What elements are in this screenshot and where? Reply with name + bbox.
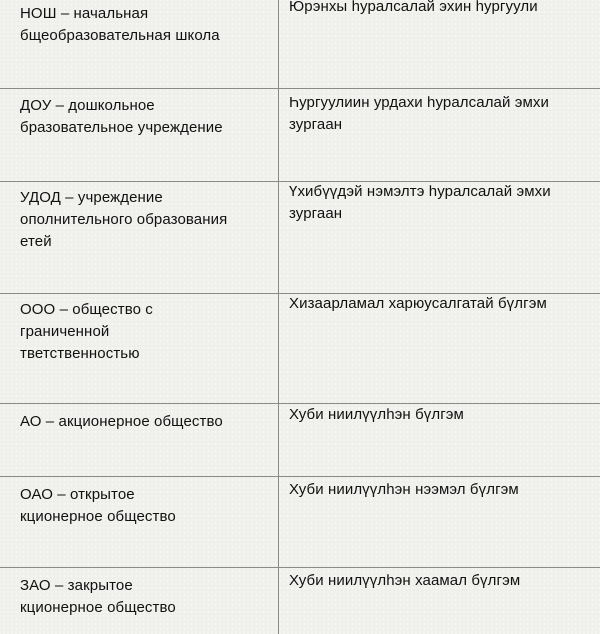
term-buryat (289, 570, 520, 592)
term-buryat-line: зургаан (289, 205, 343, 222)
term-russian (20, 484, 176, 528)
term-russian-line: АО – акционерное общество (20, 413, 223, 430)
term-russian-line: ОАО – открытое (20, 486, 135, 503)
term-buryat (289, 0, 538, 18)
term-russian-line: ДОУ – дошкольное (20, 97, 155, 114)
term-russian (20, 95, 223, 139)
term-buryat (289, 181, 551, 225)
term-buryat-line: Хуби ниилүүлһэн хаамал бүлгэм (289, 572, 521, 589)
row-separator (0, 88, 600, 89)
term-buryat-line: Хуби ниилүүлһэн нээмэл бүлгэм (289, 481, 519, 498)
term-russian-line: кционерное общество (20, 599, 176, 616)
term-russian-line: ООО – общество с (20, 301, 153, 318)
column-divider (278, 0, 279, 634)
term-russian (20, 411, 223, 433)
term-buryat-line: Үхибүүдэй нэмэлтэ һуралсалай эмхи (289, 183, 551, 200)
term-buryat-line: Хизаарламал харюусалгатай бүлгэм (289, 295, 547, 312)
term-russian-line: ЗАО – закрытое (20, 577, 133, 594)
term-russian (20, 3, 220, 47)
term-russian-line: бразовательное учреждение (20, 119, 223, 136)
term-russian-line: кционерное общество (20, 508, 176, 525)
term-buryat (289, 293, 547, 315)
row-separator (0, 567, 600, 568)
term-buryat (289, 479, 519, 501)
term-russian-line: граниченной (20, 323, 110, 340)
term-russian-line: УДОД – учреждение (20, 189, 163, 206)
term-russian (20, 187, 227, 253)
term-buryat-line: Һургуулиин урдахи һуралсалай эмхи (289, 94, 549, 111)
term-russian-line: НОШ – начальная (20, 5, 149, 22)
term-buryat-line: Хуби ниилүүлһэн бүлгэм (289, 406, 464, 423)
term-buryat (289, 92, 549, 136)
term-russian-line: тветственностью (20, 345, 140, 362)
term-russian-line: ополнительного образования (20, 211, 228, 228)
term-buryat-line: зургаан (289, 116, 343, 133)
row-separator (0, 476, 600, 477)
term-buryat-line: Юрэнхы һуралсалай эхин һургуули (289, 0, 538, 15)
term-russian-line: етей (20, 233, 52, 250)
term-russian (20, 299, 153, 365)
term-buryat (289, 404, 464, 426)
term-russian (20, 575, 176, 619)
term-russian-line: бщеобразовательная школа (20, 27, 220, 44)
